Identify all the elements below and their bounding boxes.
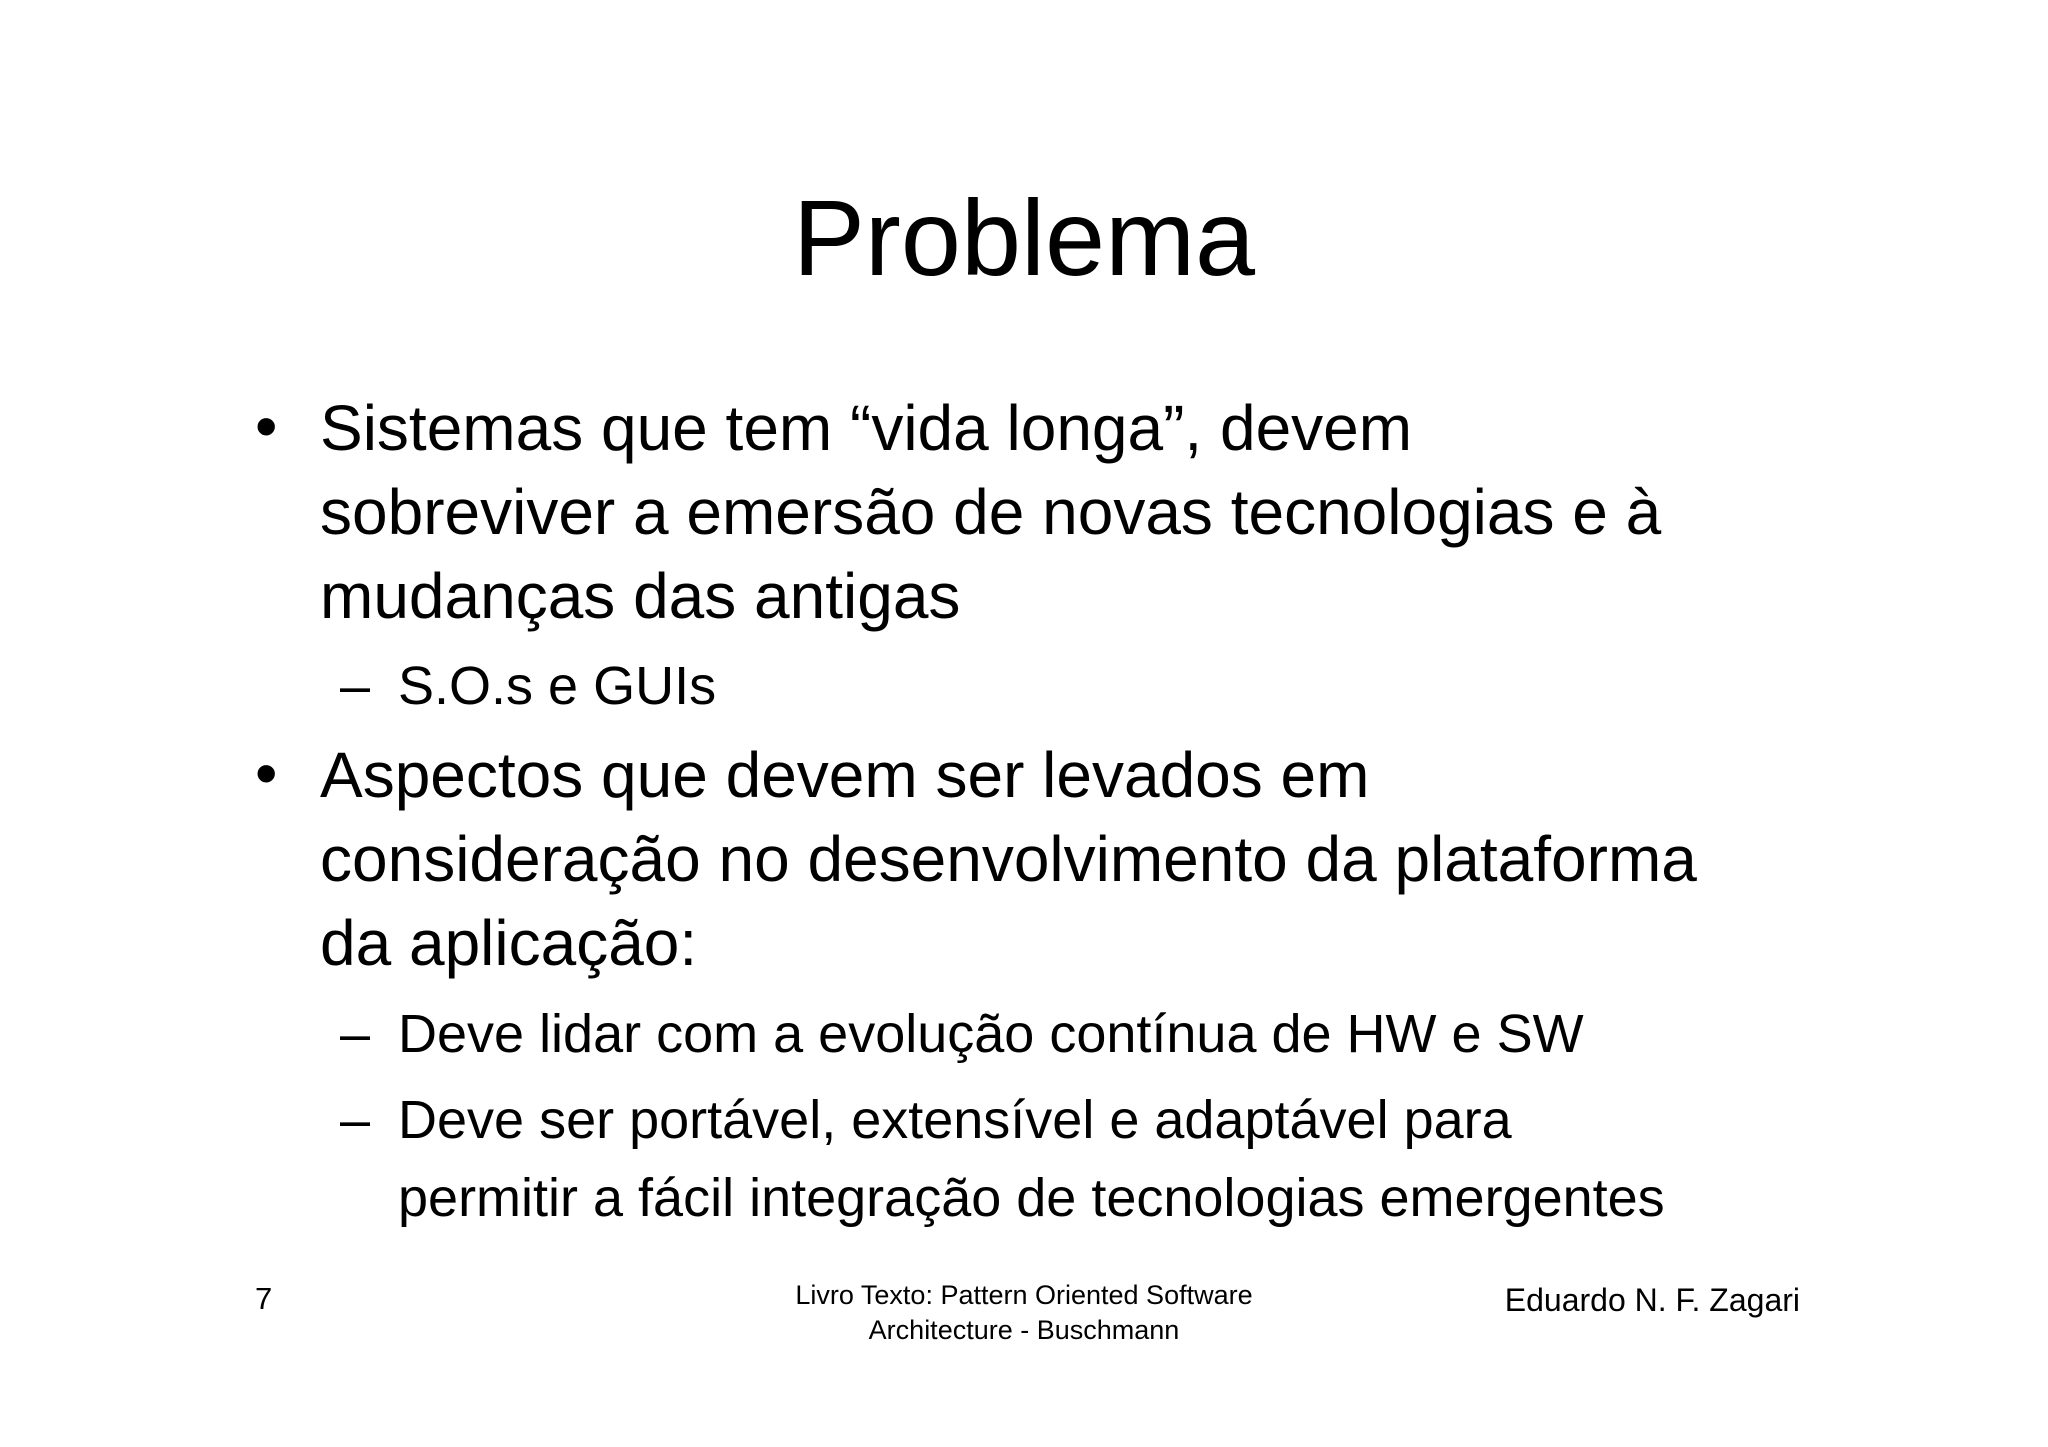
sub-item-2-2-line-1: Deve ser portável, extensível e adaptável para — [398, 1090, 1512, 1150]
bullet-item-2-line-1: Aspectos que devem ser levados em — [320, 739, 1370, 811]
page-number: 7 — [255, 1281, 273, 1316]
footer-reference-line-1: Livro Texto: Pattern Oriented Software — [795, 1280, 1253, 1310]
sub-bullet-marker: – — [340, 1090, 371, 1150]
sub-item-1-1-line-1: S.O.s e GUIs — [398, 656, 717, 716]
bullet-marker: • — [255, 390, 278, 462]
sub-item-2-1 — [398, 995, 1838, 1073]
bullet-item-1-line-1: Sistemas que tem “vida longa”, devem — [320, 392, 1413, 464]
slide-title: Problema — [792, 177, 1256, 298]
bullet-item-2 — [320, 733, 1840, 985]
bullet-item-1-line-2: sobreviver a emersão de novas tecnologias e à — [320, 476, 1662, 548]
sub-item-1-1 — [398, 647, 1838, 725]
footer-reference-line-2: Architecture - Buschmann — [868, 1315, 1180, 1345]
sub-item-2-1-line-1: Deve lidar com a evolução contínua de HW e SW — [398, 1004, 1584, 1064]
bullet-item-1-line-3: mudanças das antigas — [320, 560, 961, 632]
bullet-marker: • — [255, 737, 278, 809]
bullet-item-2-line-2: consideração no desenvolvimento da plataforma — [320, 823, 1697, 895]
sub-item-2-2 — [398, 1081, 1838, 1237]
footer-author: Eduardo N. F. Zagari — [1504, 1282, 1800, 1318]
sub-bullet-marker: – — [340, 656, 371, 716]
bullet-item-1 — [320, 386, 1840, 638]
bullet-item-2-line-3: da aplicação: — [320, 907, 698, 979]
sub-item-2-2-line-2: permitir a fácil integração de tecnologias emergentes — [398, 1168, 1665, 1228]
footer-reference — [674, 1278, 1374, 1348]
sub-bullet-marker: – — [340, 1004, 371, 1064]
